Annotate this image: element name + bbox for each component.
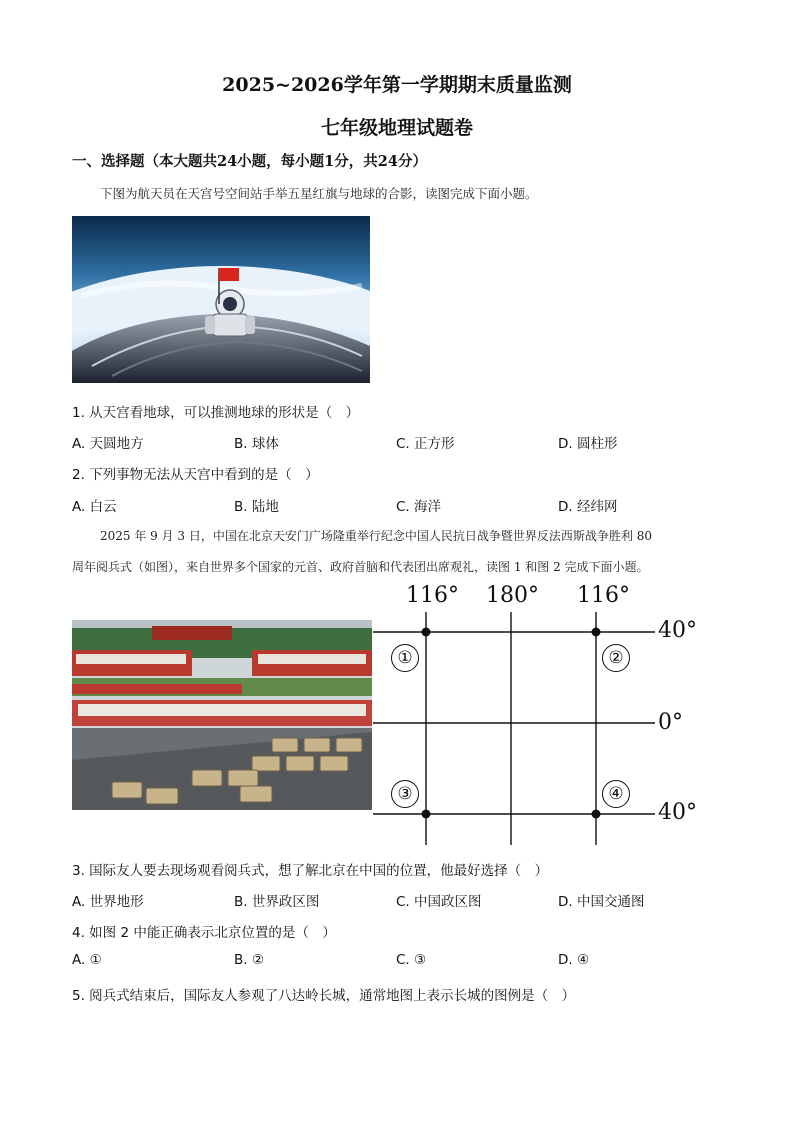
point-label-2: ②	[602, 644, 630, 672]
latitude-label-1: 40°	[658, 618, 697, 643]
q3-option-a[interactable]: A. 世界地形	[72, 894, 144, 910]
q3-option-d[interactable]: D. 中国交通图	[558, 894, 645, 910]
longitude-label-3: 116°	[577, 583, 630, 608]
intro-text-2-line1: 2025 年 9 月 3 日，中国在北京天安门广场隆重举行纪念中国人民抗日战争暨世界反法西斯战争胜利 80	[100, 529, 652, 543]
longitude-label-1: 116°	[406, 583, 459, 608]
question-1: 1. 从天宫看地球，可以推测地球的形状是（ ）	[72, 405, 360, 421]
q1-option-d[interactable]: D. 圆柱形	[558, 436, 618, 452]
q4-option-d[interactable]: D. ④	[558, 952, 590, 968]
point-label-3: ③	[391, 780, 419, 808]
intro-text-1: 下图为航天员在天宫号空间站手举五星红旗与地球的合影，读图完成下面小题。	[100, 186, 538, 201]
latitude-label-3: 40°	[658, 800, 697, 825]
intro-text-2-line2: 周年阅兵式（如图），来自世界多个国家的元首、政府首脑和代表团出席观礼，读图 1 和图 2 完成下面小题。	[72, 560, 649, 574]
point-label-1: ①	[391, 644, 419, 672]
q3-option-b[interactable]: B. 世界政区图	[234, 894, 320, 910]
parade-photo	[72, 620, 372, 810]
exam-subtitle: 七年级地理试题卷	[320, 117, 473, 139]
parade-illustration	[72, 620, 372, 810]
q2-option-c[interactable]: C. 海洋	[396, 499, 442, 515]
q1-option-a[interactable]: A. 天圆地方	[72, 436, 144, 452]
grid-point-2	[592, 628, 601, 637]
q4-option-c[interactable]: C. ③	[396, 952, 427, 968]
q1-option-b[interactable]: B. 球体	[234, 436, 279, 452]
exam-title: 2025~2026学年第一学期期末质量监测	[222, 74, 572, 96]
q1-option-c[interactable]: C. 正方形	[396, 436, 455, 452]
question-3: 3. 国际友人要去现场观看阅兵式，想了解北京在中国的位置，他最好选择（ ）	[72, 863, 549, 879]
grid-point-1	[422, 628, 431, 637]
question-5: 5. 阅兵式结束后，国际友人参观了八达岭长城，通常地图上表示长城的图例是（ ）	[72, 988, 576, 1004]
grid-point-3	[422, 810, 431, 819]
q2-option-a[interactable]: A. 白云	[72, 499, 117, 515]
q4-option-a[interactable]: A. ①	[72, 952, 102, 968]
question-4: 4. 如图 2 中能正确表示北京位置的是（ ）	[72, 925, 336, 941]
question-2: 2. 下列事物无法从天宫中看到的是（ ）	[72, 467, 319, 483]
q3-option-c[interactable]: C. 中国政区图	[396, 894, 482, 910]
q4-option-b[interactable]: B. ②	[234, 952, 264, 968]
latitude-label-2: 0°	[658, 710, 683, 735]
point-label-4: ④	[602, 780, 630, 808]
space-station-illustration	[72, 216, 370, 383]
lat-long-grid-map	[373, 580, 713, 850]
space-station-photo	[72, 216, 370, 383]
q2-option-b[interactable]: B. 陆地	[234, 499, 279, 515]
section-heading: 一、选择题（本大题共24小题，每小题1分，共24分）	[72, 153, 427, 170]
grid-point-4	[592, 810, 601, 819]
q2-option-d[interactable]: D. 经纬网	[558, 499, 618, 515]
longitude-label-2: 180°	[486, 583, 539, 608]
